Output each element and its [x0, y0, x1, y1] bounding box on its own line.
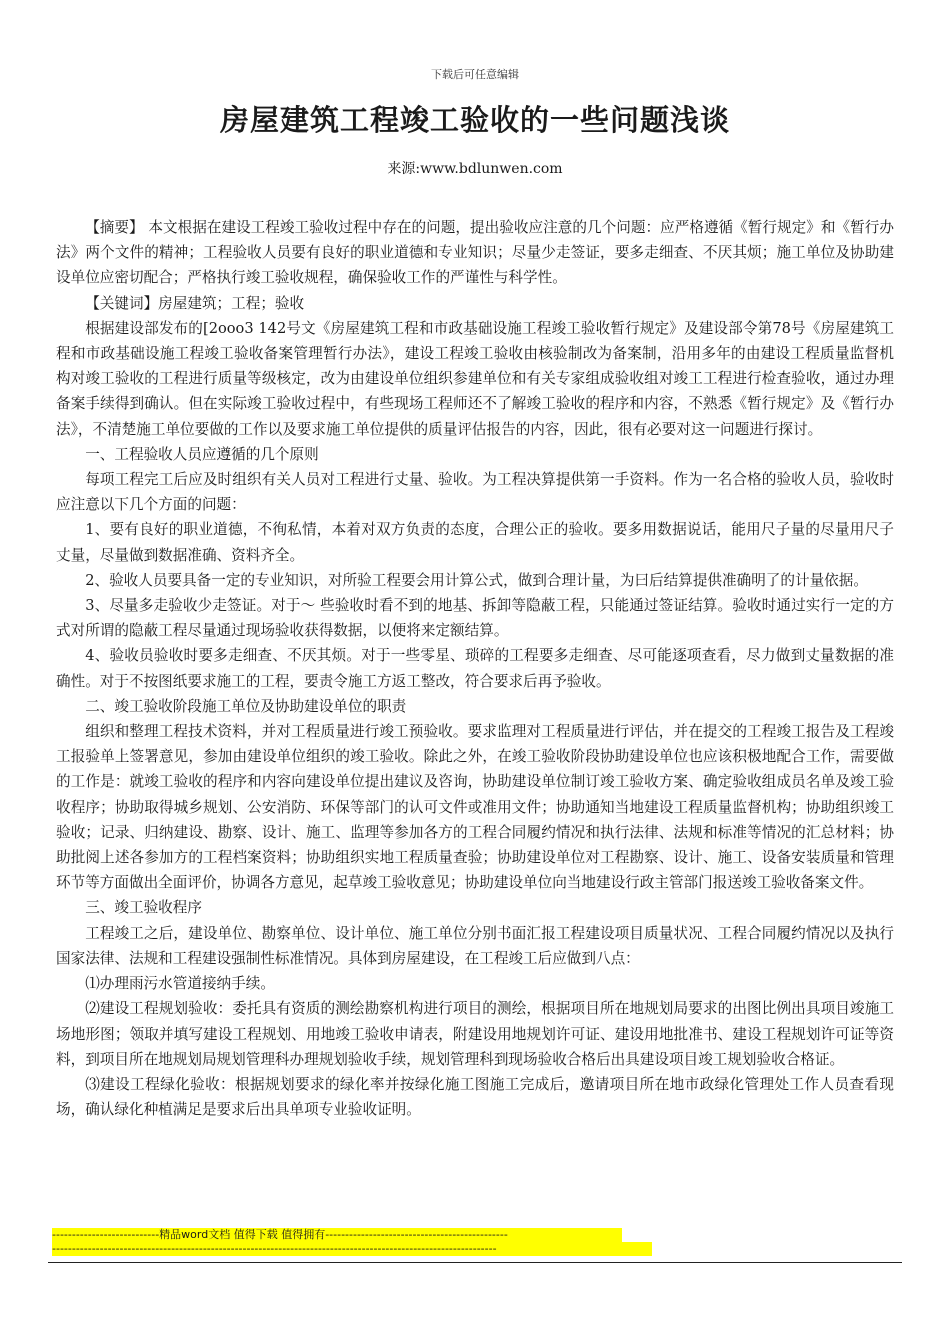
footer-banner [52, 1228, 662, 1256]
footer-dash-line: ---------------------------------------------------------------------------------------------------------------- [52, 1242, 652, 1256]
body-paragraph: 根据建设部发布的[2ooo3 142号文《房屋建筑工程和市政基础设施工程竣工验收暂行规定》及建设部令第78号《房屋建筑工程和市政基础设施工程竣工验收备案管理暂行办法》，建设工程竣工验收由核验制改为备案制，沿用多年的由建设工程质量监督机构对竣工验收的工程进行质量等级核定，改为由建设单位组织参建单位和有关专家组成验收组对竣工工程进行检查验收，通过办理备案手续得到确认。但在实际竣工验收过程中，有些现场工程师还不了解竣工验收的程序和内容，不熟悉《暂行规定》及《暂行办法》，不清楚施工单位要做的工作以及要求施工单位提供的质量评估报告的内容，因此，很有必要对这一问题进行探讨。 [56, 319, 894, 438]
footer-divider [48, 1262, 902, 1263]
list-item: 4、验收员验收时要多走细查、不厌其烦。对于一些零星、琐碎的工程要多走细查、尽可能逐项查看，尽力做到丈量数据的准确性。对于不按图纸要求施工的工程，要责令施工方返工整改，符合要求后再予验收。 [56, 647, 894, 690]
keywords-paragraph: 【关键词】房屋建筑；工程；验收 [85, 294, 305, 312]
document-title: 房屋建筑工程竣工验收的一些问题浅谈 [219, 103, 730, 137]
list-item: 2、验收人员要具备一定的专业知识，对所验工程要会用计算公式，做到合理计量，为曰后结算提供准确明了的计量依据。 [85, 571, 868, 589]
list-item: ⑶建设工程绿化验收：根据规划要求的绿化率并按绿化施工图施工完成后，邀请项目所在地市政绿化管理处工作人员查看现场，确认绿化种植满足是要求后出具单项专业验收证明。 [56, 1075, 894, 1119]
list-item: ⑴办理雨污水管道接纳手续。 [85, 975, 275, 993]
abstract-paragraph: 【摘要】 本文根据在建设工程竣工验收过程中存在的问题，提出验收应注意的几个问题：应严格遵循《暂行规定》和《暂行办法》两个文件的精神；工程验收人员要有良好的职业道德和专业知识；尽量少走签证，要多走细查、不厌其烦；施工单位及协助建设单位应密切配合；严格执行竣工验收规程，确保验收工作的严谨性与科学性。 [56, 219, 894, 287]
section-heading: 二、竣工验收阶段施工单位及协助建设单位的职责 [85, 697, 407, 715]
list-item: ⑵建设工程规划验收：委托具有资质的测绘勘察机构进行项目的测绘，根据项目所在地规划局要求的出图比例出具项目竣施工场地形图；领取并填写建设工程规划、用地竣工验收申请表，附建设用地规划许可证、建设用地批准书、建设工程规划许可证等资料，到项目所在地规划局规划管理科办理规划验收手续，规划管理科到现场验收合格后出具建设项目竣工规划验收合格证。 [56, 1000, 894, 1068]
download-note: 下载后可任意编辑 [431, 68, 519, 81]
document-body [56, 215, 894, 1122]
list-item: 1、要有良好的职业道德，不徇私情，本着对双方负责的态度，合理公正的验收。要多用数据说话，能用尺子量的尽量用尺子丈量，尽量做到数据准确、资料齐全。 [56, 521, 894, 564]
section-heading: 三、竣工验收程序 [85, 899, 202, 917]
body-paragraph: 组织和整理工程技术资料，并对工程质量进行竣工预验收。要求监理对工程质量进行评估，并在提交的工程竣工报告及工程竣工报验单上签署意见，参加由建设单位组织的竣工验收。除此之外，在竣工验收阶段协助建设单位也应该积极地配合工作，需要做的工作是：就竣工验收的程序和内容向建设单位提出建议及咨询，协助建设单位制订竣工验收方案、确定验收组成员名单及竣工验收程序；协助取得城乡规划、公安消防、环保等部门的认可文件或准用文件；协助通知当地建设工程质量监督机构；协助组织竣工验收；记录、归纳建设、勘察、设计、施工、监理等参加各方的工程合同履约情况和执行法律、法规和标准等情况的汇总材料；协助批阅上述各参加方的工程档案资料；协助组织实地工程质量查验；协助建设单位对工程勘察、设计、施工、设备安装质量和管理环节等方面做出全面评价，协调各方意见，起草竣工验收意见；协助建设单位向当地建设行政主管部门报送竣工验收备案文件。 [56, 723, 894, 892]
footer-promo-line: ---------------------------精品word文档 值得下载 值得拥有---------------------------------------------- [52, 1228, 622, 1242]
section-heading: 一、工程验收人员应遵循的几个原则 [85, 445, 319, 463]
source-line: 来源:www.bdlunwen.com [387, 161, 563, 177]
body-paragraph: 工程竣工之后，建设单位、勘察单位、设计单位、施工单位分别书面汇报工程建设项目质量状况、工程合同履约情况以及执行国家法律、法规和工程建设强制性标准情况。具体到房屋建设，在工程竣工后应做到八点： [56, 924, 894, 967]
list-item: 3、尽量多走验收少走签证。对于～ 些验收时看不到的地基、拆卸等隐蔽工程，只能通过签证结算。验收时通过实行一定的方式对所谓的隐蔽工程尽量通过现场验收获得数据，以便将来定额结算。 [56, 597, 894, 640]
body-paragraph: 每项工程完工后应及时组织有关人员对工程进行丈量、验收。为工程决算提供第一手资料。作为一名合格的验收人员，验收时应注意以下几个方面的问题： [56, 471, 894, 514]
